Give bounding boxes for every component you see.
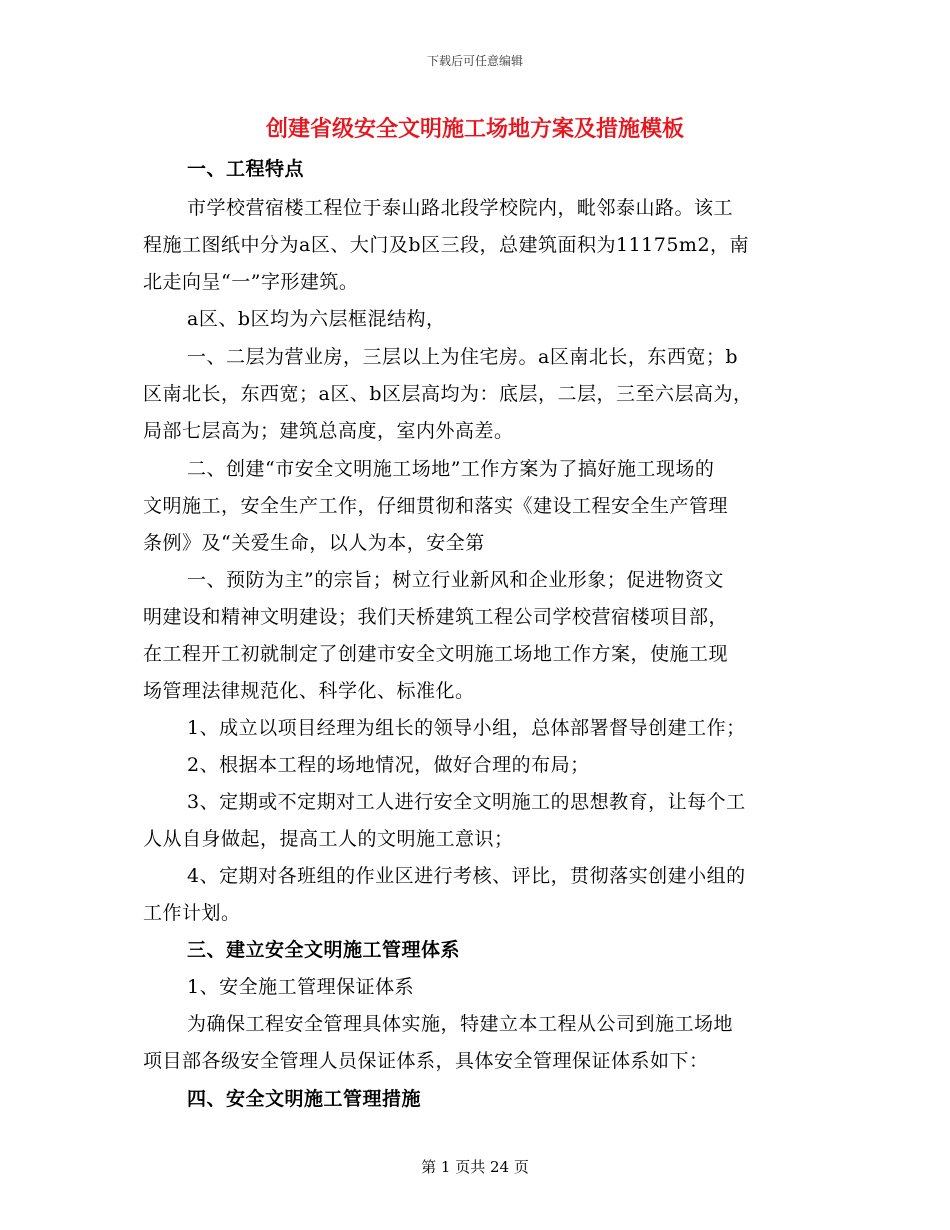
paragraph-line: 明建设和精神文明建设；我们天桥建筑工程公司学校营宿楼项目部， [143,606,729,628]
header-note: 下载后可任意编辑 [426,54,523,68]
paragraph-line: 条例》及“关爱生命，以人为本，安全第 [143,532,485,554]
paragraph-line: 工作计划。 [143,902,241,924]
page-footer: 第 1 页共 24 页 [421,1158,529,1176]
paragraph-line: a区、b区均为六层框混结构， [187,308,446,330]
section-heading-3: 三、建立安全文明施工管理体系 [187,939,461,961]
paragraph-line: 程施工图纸中分为a区、大门及b区三段，总建筑面积为11175m2，南 [143,234,750,256]
list-item: 1、成立以项目经理为组长的领导小组，总体部署督导创建工作； [187,717,746,739]
section-heading-1: 一、工程特点 [187,158,305,180]
paragraph-line: 在工程开工初就制定了创建市安全文明施工场地工作方案，使施工现 [143,643,729,665]
list-item: 3、定期或不定期对工人进行安全文明施工的思想教育，让每个工 [187,791,746,813]
paragraph-line: 文明施工，安全生产工作，仔细贯彻和落实《建设工程安全生产管理 [143,495,729,517]
subheading: 1、安全施工管理保证体系 [187,976,415,998]
list-item: 2、根据本工程的场地情况，做好合理的布局； [187,754,590,776]
paragraph-line: 局部七层高为；建筑总高度，室内外高差。 [143,420,514,442]
list-item: 4、定期对各班组的作业区进行考核、评比，贯彻落实创建小组的 [187,865,746,887]
paragraph-line: 场管理法律规范化、科学化、标准化。 [143,680,475,702]
paragraph-line: 人从自身做起，提高工人的文明施工意识； [143,828,514,850]
paragraph-line: 北走向呈“一”字形建筑。 [143,271,359,293]
paragraph-line: 项目部各级安全管理人员保证体系，具体安全管理保证体系如下： [143,1050,709,1072]
paragraph-line: 一、预防为主”的宗旨；树立行业新风和企业形象；促进物资文 [187,569,724,591]
paragraph-line: 为确保工程安全管理具体实施，特建立本工程从公司到施工场地 [187,1013,734,1035]
document-title: 创建省级安全文明施工场地方案及措施模板 [265,116,684,142]
paragraph-line: 市学校营宿楼工程位于泰山路北段学校院内，毗邻泰山路。该工 [187,197,734,219]
section-heading-4: 四、安全文明施工管理措施 [187,1088,422,1110]
paragraph-line: 一、二层为营业房，三层以上为住宅房。a区南北长，东西宽；b [187,346,738,368]
paragraph-line: 二、创建“市安全文明施工场地”工作方案为了搞好施工现场的 [187,458,715,480]
paragraph-line: 区南北长，东西宽；a区、b区层高均为：底层，二层，三至六层高为， [143,383,753,405]
